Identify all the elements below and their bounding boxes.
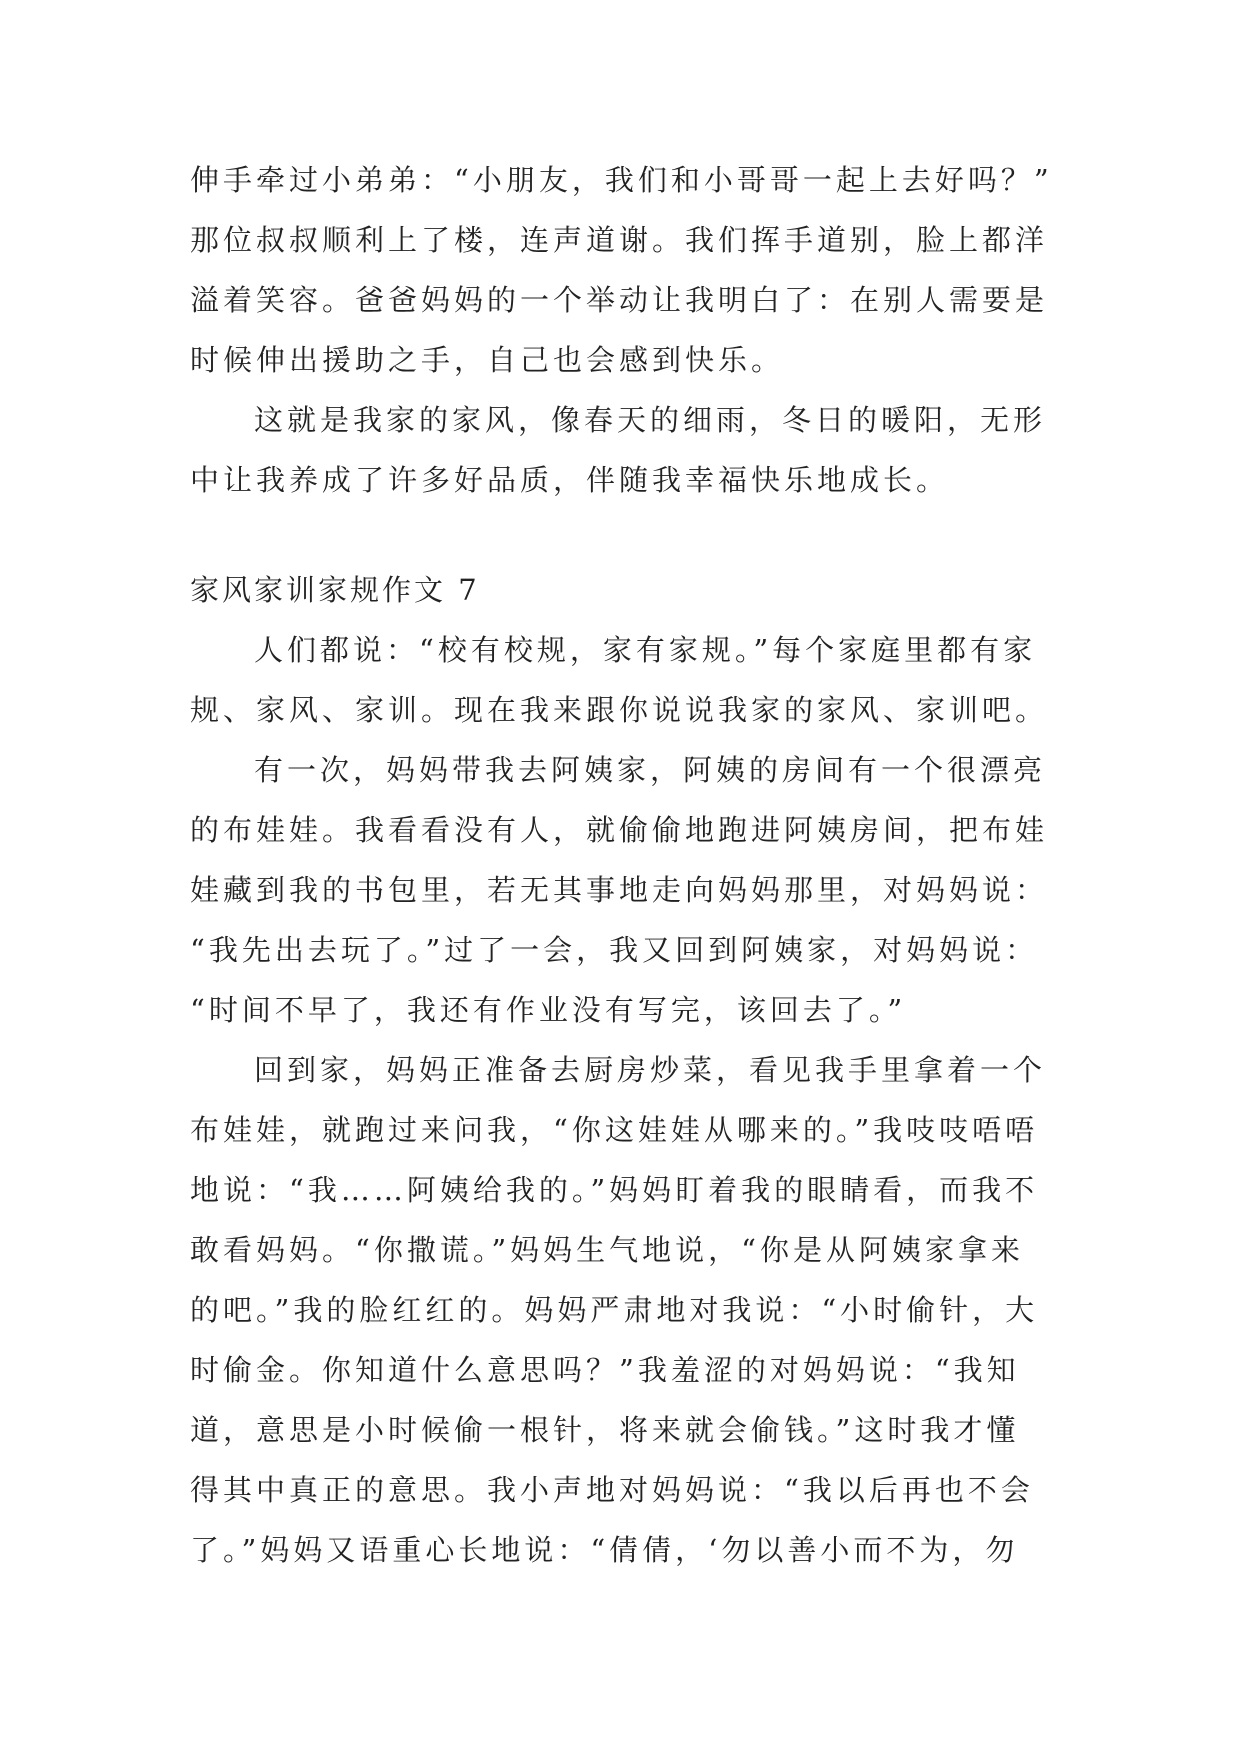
- paragraph-line: 溢着笑容。爸爸妈妈的一个举动让我明白了：在别人需要是: [190, 283, 1049, 317]
- paragraph-line: 有一次，妈妈带我去阿姨家，阿姨的房间有一个很漂亮: [254, 753, 1047, 787]
- paragraph-line: 伸手牵过小弟弟：“小朋友，我们和小哥哥一起上去好吗？”: [190, 163, 1053, 197]
- closing-paragraph: [190, 390, 1090, 510]
- essay-paragraph-2: [190, 740, 1090, 1040]
- paragraph-line: 这就是我家的家风，像春天的细雨，冬日的暖阳，无形: [254, 403, 1047, 437]
- paragraph-line: 规、家风、家训。现在我来跟你说说我家的家风、家训吧。: [190, 693, 1049, 727]
- paragraph-line: 时候伸出援助之手，自己也会感到快乐。: [190, 343, 785, 377]
- essay-title: [190, 560, 1090, 620]
- paragraph-line: “我先出去玩了。”过了一会，我又回到阿姨家，对妈妈说：: [190, 933, 1039, 967]
- paragraph-line: 布娃娃，就跑过来问我，“你这娃娃从哪来的。”我吱吱唔唔: [190, 1113, 1039, 1147]
- paragraph-line: 得其中真正的意思。我小声地对妈妈说：“我以后再也不会: [190, 1473, 1034, 1507]
- paragraph-line: 地说：“我……阿姨给我的。”妈妈盯着我的眼睛看，而我不: [190, 1173, 1039, 1207]
- continued-paragraph: [190, 150, 1090, 390]
- essay-title-text: 家风家训家规作文 7: [190, 573, 480, 607]
- paragraph-line: 中让我养成了许多好品质，伴随我幸福快乐地成长。: [190, 463, 950, 497]
- essay-paragraph-3: [190, 1040, 1090, 1580]
- paragraph-line: 了。”妈妈又语重心长地说：“倩倩，‘勿以善小而不为，勿: [190, 1533, 1019, 1567]
- paragraph-line: 回到家，妈妈正准备去厨房炒菜，看见我手里拿着一个: [254, 1053, 1047, 1087]
- paragraph-line: 的吧。”我的脸红红的。妈妈严肃地对我说：“小时偷针，大: [190, 1293, 1039, 1327]
- paragraph-line: 娃藏到我的书包里，若无其事地走向妈妈那里，对妈妈说：: [190, 873, 1049, 907]
- paragraph-line: 的布娃娃。我看看没有人，就偷偷地跑进阿姨房间，把布娃: [190, 813, 1049, 847]
- paragraph-line: “时间不早了，我还有作业没有写完，该回去了。”: [190, 993, 907, 1027]
- paragraph-line: 人们都说：“校有校规，家有家规。”每个家庭里都有家: [254, 633, 1037, 667]
- essay-paragraph-1: [190, 620, 1090, 740]
- paragraph-line: 那位叔叔顺利上了楼，连声道谢。我们挥手道别，脸上都洋: [190, 223, 1049, 257]
- paragraph-line: 敢看妈妈。“你撒谎。”妈妈生气地说，“你是从阿姨家拿来: [190, 1233, 1024, 1267]
- paragraph-line: 时偷金。你知道什么意思吗？”我羞涩的对妈妈说：“我知: [190, 1353, 1020, 1387]
- paragraph-line: 道，意思是小时候偷一根针，将来就会偷钱。”这时我才懂: [190, 1413, 1020, 1447]
